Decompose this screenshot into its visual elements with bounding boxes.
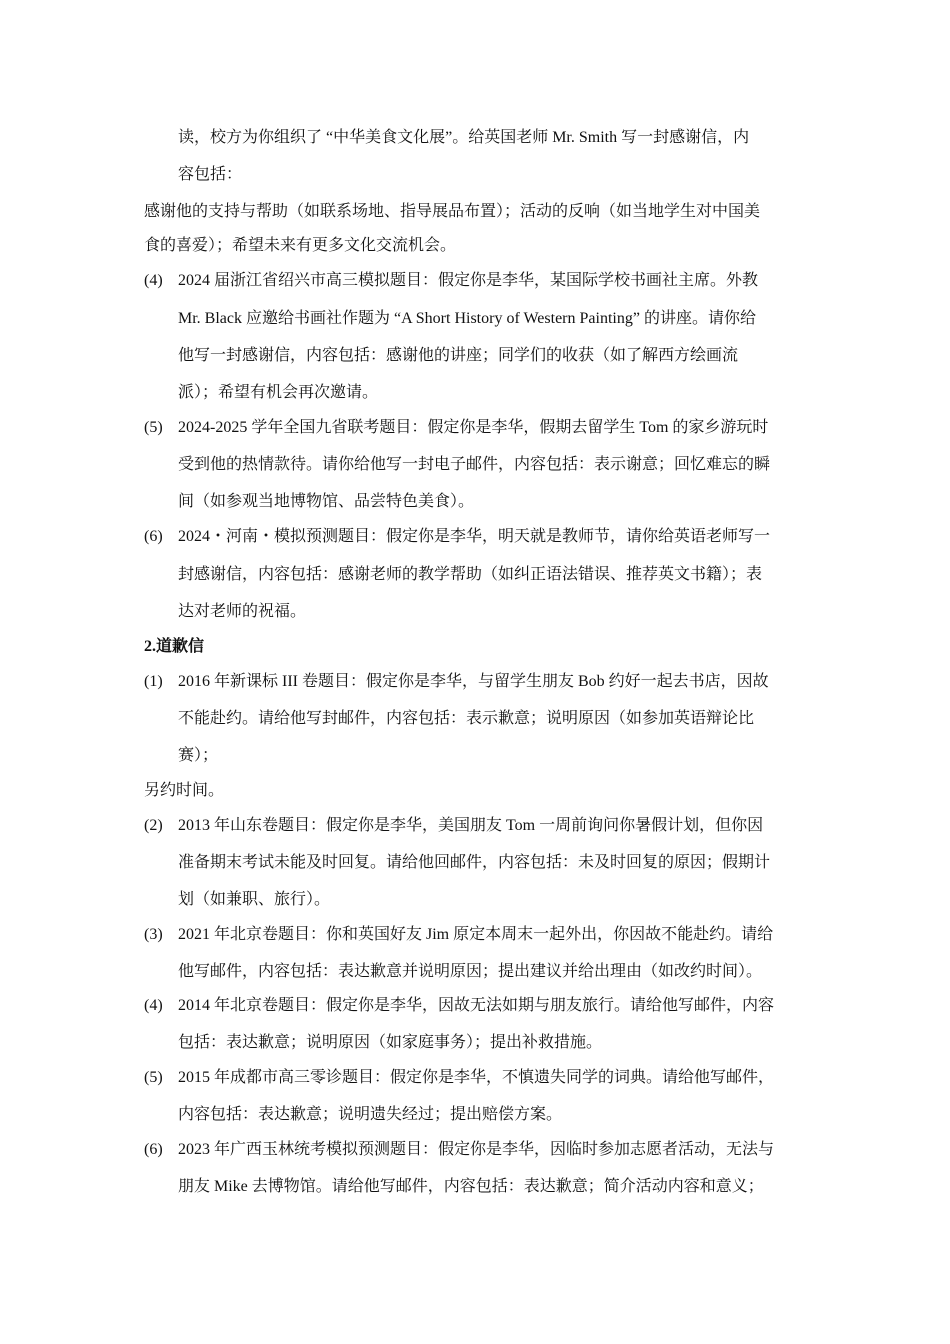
item-5-line-2: 受到他的热情款待。请你给他写一封电子邮件，内容包括：表示谢意；回忆难忘的瞬 [178,456,771,473]
apology-6-line-2: 朋友 Mike 去博物馆。请给他写邮件，内容包括：表达歉意；简介活动内容和意义； [178,1178,764,1195]
apology-6-line-1: 2023 年广西玉林统考模拟预测题目：假定你是李华，因临时参加志愿者活动，无法与 [178,1141,775,1158]
intro-line-1: 读，校方为你组织了 “中华美食文化展”。给英国老师 Mr. Smith 写一封感谢信，内 [178,129,750,146]
item-4-line-3: 他写一封感谢信，内容包括：感谢他的讲座；同学们的收获（如了解西方绘画流 [178,347,739,364]
item-4-line-2: Mr. Black 应邀给书画社作题为 “A Short History of Western Painting” 的讲座。请你给 [178,310,756,327]
intro-line-4: 食的喜爱）；希望未来有更多文化交流机会。 [144,237,457,254]
intro-line-2: 容包括： [178,166,243,183]
item-number: (4) [144,272,163,289]
apology-5-line-1: 2015 年成都市高三零诊题目：假定你是李华，不慎遗失同学的词典。请给他写邮件， [178,1069,775,1086]
section-heading-apology: 2.道歉信 [144,638,205,655]
item-number: (1) [144,673,163,690]
item-5-line-1: 2024-2025 学年全国九省联考题目：假定你是李华，假期去留学生 Tom 的家乡游玩时 [178,419,769,436]
item-number: (5) [144,419,163,436]
item-6-line-1: 2024・河南・模拟预测题目：假定你是李华，明天就是教师节，请你给英语老师写一 [178,528,771,545]
apology-2-line-3: 划（如兼职、旅行）。 [178,891,331,908]
apology-1-continuation: 另约时间。 [144,782,225,799]
item-number: (3) [144,926,163,943]
apology-1-line-2: 不能赴约。请给他写封邮件，内容包括：表示歉意；说明原因（如参加英语辩论比 [178,710,755,727]
item-number: (5) [144,1069,163,1086]
apology-2-line-1: 2013 年山东卷题目：假定你是李华，美国朋友 Tom 一周前询问你暑假计划，但你因 [178,817,764,834]
apology-5-line-2: 内容包括：表达歉意；说明遗失经过；提出赔偿方案。 [178,1106,563,1123]
item-5-line-3: 间（如参观当地博物馆、品尝特色美食）。 [178,493,475,510]
item-6-line-2: 封感谢信，内容包括：感谢老师的教学帮助（如纠正语法错误、推荐英文书籍）；表 [178,566,763,583]
intro-line-3: 感谢他的支持与帮助（如联系场地、指导展品布置）；活动的反响（如当地学生对中国美 [144,203,761,220]
item-6-line-3: 达对老师的祝福。 [178,603,307,620]
apology-3-line-1: 2021 年北京卷题目：你和英国好友 Jim 原定本周末一起外出，你因故不能赴约。请给 [178,926,774,943]
item-4-line-4: 派）；希望有机会再次邀请。 [178,384,379,401]
apology-1-line-1: 2016 年新课标 III 卷题目：假定你是李华，与留学生朋友 Bob 约好一起去书店，因故 [178,673,769,690]
item-4-line-1: 2024 届浙江省绍兴市高三模拟题目：假定你是李华，某国际学校书画社主席。外教 [178,272,759,289]
item-number: (6) [144,528,163,545]
item-number: (2) [144,817,163,834]
item-number: (4) [144,997,163,1014]
apology-3-line-2: 他写邮件，内容包括：表达歉意并说明原因；提出建议并给出理由（如改约时间）。 [178,963,763,980]
apology-4-line-2: 包括：表达歉意；说明原因（如家庭事务）；提出补救措施。 [178,1034,603,1051]
apology-4-line-1: 2014 年北京卷题目：假定你是李华，因故无法如期与朋友旅行。请给他写邮件，内容 [178,997,775,1014]
apology-2-line-2: 准备期末考试未能及时回复。请给他回邮件，内容包括：未及时回复的原因；假期计 [178,854,771,871]
item-number: (6) [144,1141,163,1158]
apology-1-line-3: 赛）； [178,747,219,764]
